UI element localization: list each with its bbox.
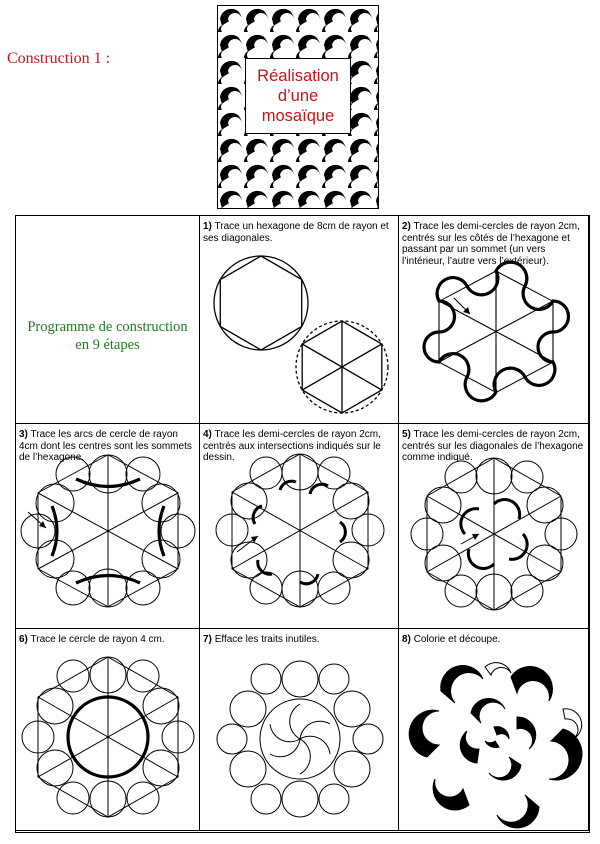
step-number: 1) — [203, 221, 212, 232]
intro-text — [16, 318, 199, 354]
step-description: Trace les demi-cercles de rayon 2cm, centrés sur les côtés de l’hexagone et passant par un sommet (un vers l’intérieur, l’autre vers l’extérieur). — [402, 221, 580, 267]
step-number: 7) — [203, 634, 212, 645]
step-number: 8) — [402, 634, 411, 645]
step-2-text — [402, 221, 584, 267]
step-7-text — [203, 634, 394, 646]
step-8-text — [402, 634, 584, 646]
step-6-cell — [16, 629, 200, 831]
step-number: 4) — [203, 429, 212, 440]
step-description: Efface les traits inutiles. — [214, 634, 320, 645]
cover-title-line: Réalisation — [257, 67, 339, 85]
intro-line: Programme de construction — [27, 319, 188, 335]
step-3-cell — [16, 424, 200, 629]
step-2-cell — [399, 216, 589, 424]
step-1-text — [203, 221, 394, 244]
step-description: Trace les arcs de cercle de rayon 4cm dont les centres sont les sommets de l’hexagone. — [19, 429, 192, 464]
step-8-cell — [399, 629, 589, 831]
step-8-drawing — [399, 629, 589, 831]
page-heading: Construction 1 : — [7, 50, 111, 67]
step-number: 3) — [19, 429, 28, 440]
cover-title-line: mosaïque — [261, 107, 335, 125]
step-number: 6) — [19, 634, 28, 645]
step-number: 5) — [402, 429, 411, 440]
step-description: Colorie et découpe. — [413, 634, 501, 645]
step-6-drawing — [16, 629, 200, 831]
step-description: Trace un hexagone de 8cm de rayon et ses diagonales. — [203, 221, 389, 244]
cover-illustration — [217, 5, 379, 209]
cover-title-line: d’une — [277, 87, 319, 105]
step-1-cell — [200, 216, 399, 424]
step-7-drawing — [200, 629, 399, 831]
step-6-text — [19, 634, 195, 646]
steps-grid — [15, 215, 590, 833]
intro-line: en 9 étapes — [75, 337, 140, 353]
step-3-text — [19, 429, 195, 464]
cover-title — [245, 58, 351, 134]
step-5-text — [402, 429, 584, 464]
step-4-text — [203, 429, 394, 464]
step-5-cell — [399, 424, 589, 629]
step-1-drawing — [200, 216, 399, 424]
step-description: Trace les demi-cercles de rayon 2cm, centrés sur les diagonales de l’hexagone comme indiqué. — [402, 429, 584, 464]
step-4-cell — [200, 424, 399, 629]
step-number: 2) — [402, 221, 411, 232]
step-7-cell — [200, 629, 399, 831]
intro-cell — [16, 216, 200, 424]
step-description: Trace les demi-cercles de rayon 2cm, centrés aux intersections indiqués sur le dessin. — [203, 429, 381, 464]
step-description: Trace le cercle de rayon 4 cm. — [30, 634, 165, 645]
